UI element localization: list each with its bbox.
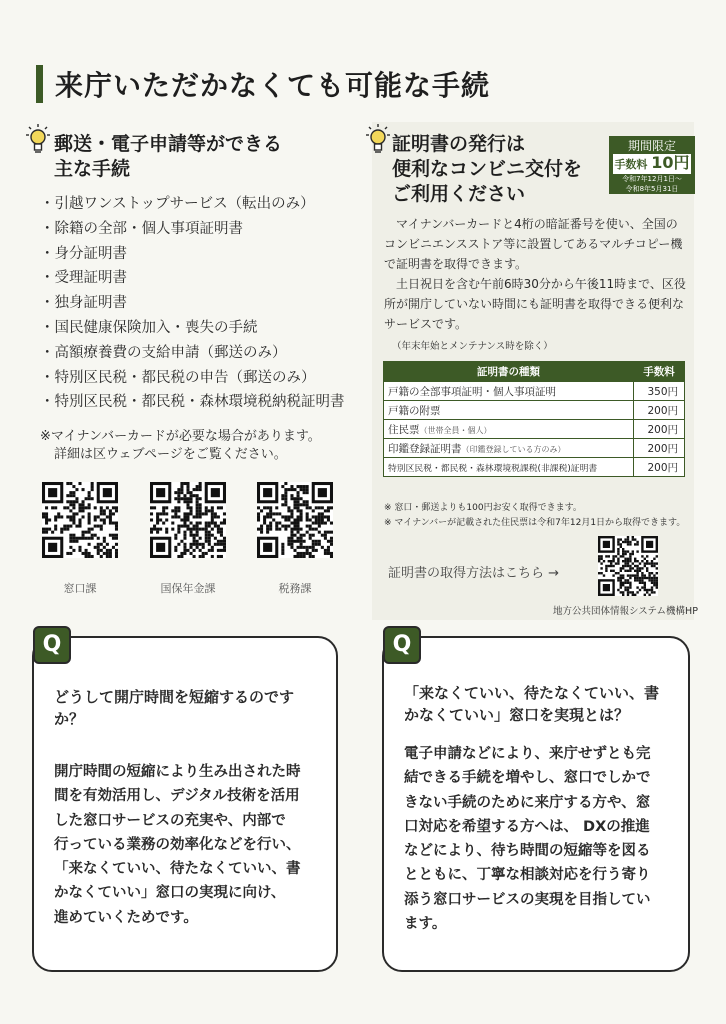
question-title: どうして開庁時間を短縮するのです か？ (54, 688, 295, 728)
qr-label: 窓口課 (63, 582, 97, 595)
qr-code-zeimu[interactable] (257, 482, 333, 558)
footnote: ※ マイナンバーが記載された住民票は令和7年12月1日から取得できます。 (384, 518, 686, 528)
column-header: 証明書の種類 (384, 362, 634, 382)
list-item: ・国民健康保険加入・喪失の手続 (40, 319, 258, 336)
answer-text: 電子申請などにより、来庁せずとも完 結できる手続を増やし、窓口でしかで きない手続のために来庁する方や、窓 口対応を希望する方へは、 DXの推進 などにより、待ち時間の短縮等を図る とともに、丁寧な相談対応を行う寄り 添う窓口サービスの実現を目指してい ます。 (404, 746, 651, 933)
table-row: 住民票（世帯全員・個人） 200円 (384, 420, 685, 439)
question-title: 「来なくていい、待たなくていい、書 かなくていい」窓口を実現とは？ (404, 684, 660, 724)
limited-time-badge: 期間限定 手数料 10円 令和7年12月1日〜 令和8年5月31日 (609, 136, 695, 194)
qr-code-madoguchi[interactable] (42, 482, 118, 558)
page-title: 来庁いただかなくても可能な手続 (36, 64, 490, 104)
table-row: 戸籍の附票 200円 (384, 401, 685, 420)
list-item: ・除籍の全部・個人事項証明書 (40, 220, 243, 237)
qr-label: 税務課 (278, 582, 312, 595)
hours-paragraph: 土日祝日を含む午前6時30分から午後11時まで、区役所が開庁していない時間にも証明書を取得できる便利なサービスです。 (384, 277, 686, 331)
right-section-heading: 証明書の発行は 便利なコンビニ交付を ご利用ください (392, 133, 583, 205)
question-icon: Q (33, 626, 71, 664)
list-item: ・身分証明書 (40, 245, 127, 262)
hours-exception-note: （年末年始とメンテナンス時を除く） (392, 341, 553, 352)
lightbulb-icon (366, 124, 390, 154)
list-item: ・独身証明書 (40, 295, 127, 312)
list-item: ・受理証明書 (40, 270, 127, 287)
qr-code-jlis[interactable] (598, 536, 658, 596)
table-row: 印鑑登録証明書（印鑑登録している方のみ） 200円 (384, 439, 685, 458)
table-row: 特別区民税・都民税・森林環境税課税(非課税)証明書 200円 (384, 458, 685, 477)
title-accent-bar (36, 65, 43, 103)
list-item: ・高額療養費の支給申請（郵送のみ） (40, 344, 287, 361)
qr-caption: 地方公共団体情報システム機構HP (553, 606, 698, 617)
howto-link[interactable]: 証明書の取得方法はこちら → (388, 566, 560, 581)
badge-fee: 手数料 10円 (614, 153, 690, 172)
table-row: 戸籍の全部事項証明・個人事項証明 350円 (384, 382, 685, 401)
table-header-row (384, 362, 685, 382)
lightbulb-icon (26, 124, 50, 154)
column-header: 手数料 (634, 362, 685, 382)
qr-code-kokuho[interactable] (150, 482, 226, 558)
mynumber-note: ※マイナンバーカードが必要な場合があります。 詳細は区ウェブページをご覧ください。 (40, 429, 321, 462)
qr-label: 国保年金課 (160, 582, 216, 595)
fee-table (383, 361, 685, 477)
list-item: ・特別区民税・都民税の申告（郵送のみ） (40, 369, 316, 386)
intro-paragraph: マイナンバーカードと4桁の暗証番号を使い、全国のコンビニエンスストア等に設置してあるマルチコピー機で証明書を取得できます。 (384, 217, 683, 271)
footnote: ※ 窓口・郵送よりも100円お安く取得できます。 (384, 503, 582, 513)
list-item: ・特別区民税・都民税・森林環境税納税証明書 (40, 394, 345, 411)
list-item: ・引越ワンストップサービス（転出のみ） (40, 196, 315, 212)
answer-text: 開庁時間の短縮により生み出された時 間を有効活用し、デジタル技術を活用 した窓口サービスの充実や、内部で 行っている業務の効率化などを行い、 「来なくていい、待たなくていい、書 かなくていい」窓口の実現に向け、 進めていくためです。 (54, 764, 301, 926)
procedure-list (40, 192, 345, 415)
question-icon: Q (383, 626, 421, 664)
left-section-heading: 郵送・電子申請等ができる 主な手続 (54, 133, 283, 180)
